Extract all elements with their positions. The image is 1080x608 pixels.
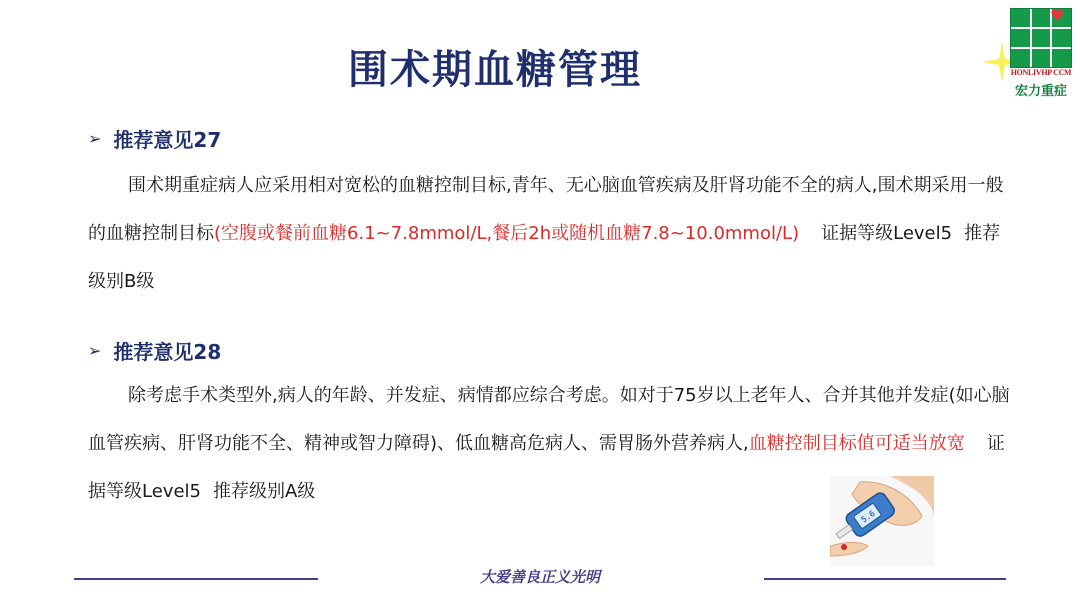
section-heading-27 (88, 124, 221, 153)
arrow-bullet-icon: ➢ (88, 129, 102, 148)
recommendation-27-text (88, 162, 1018, 306)
evidence-level-28: 证据等级Level5 (88, 433, 1005, 502)
recommendation-27-target: (空腹或餐前血糖6.1~7.8mmol/L,餐后2h或随机血糖7.8~10.0mmol/L) (214, 223, 800, 244)
recommendation-27-plain: 围术期重症病人应采用相对宽松的血糖控制目标,青年、无心脑血管疾病及肝肾功能不全的病人,围术期采用一般的血糖控制目标 (88, 175, 1004, 244)
slide-title: 围术期血糖管理 (348, 47, 642, 93)
recommendation-grade-27: 推荐级别B级 (88, 223, 1001, 292)
heading-text: 推荐意见28 (113, 340, 222, 364)
svg-text:5.6: 5.6 (859, 508, 877, 525)
glucose-meter-illustration (830, 476, 934, 566)
heart-icon: ♥ (1050, 6, 1065, 25)
footer-line-left (74, 578, 318, 580)
footer-line-right (764, 578, 1006, 580)
hospital-logo-icon (1010, 8, 1072, 100)
arrow-bullet-icon: ➢ (88, 341, 102, 360)
section-heading-28 (88, 336, 221, 365)
footer-motto: 大爱善良正义光明 (479, 568, 600, 586)
heading-text: 推荐意见27 (113, 128, 222, 152)
recommendation-grade-28: 推荐级别A级 (212, 481, 316, 502)
recommendation-28-target: 血糖控制目标值可适当放宽 (748, 433, 965, 454)
recommendation-28-plain: 除考虑手术类型外,病人的年龄、并发症、病情都应综合考虑。如对于75岁以上老年人、合并其他并发症(如心脑血管疾病、肝肾功能不全、精神或智力障碍)、低血糖高危病人、需胃肠外营养病人, (88, 385, 1010, 454)
evidence-level-27: 证据等级Level5 (821, 223, 953, 244)
logo-name: 宏力重症 (1014, 84, 1067, 99)
logo-latin-text: HONLIVHP CCM (1010, 68, 1072, 77)
